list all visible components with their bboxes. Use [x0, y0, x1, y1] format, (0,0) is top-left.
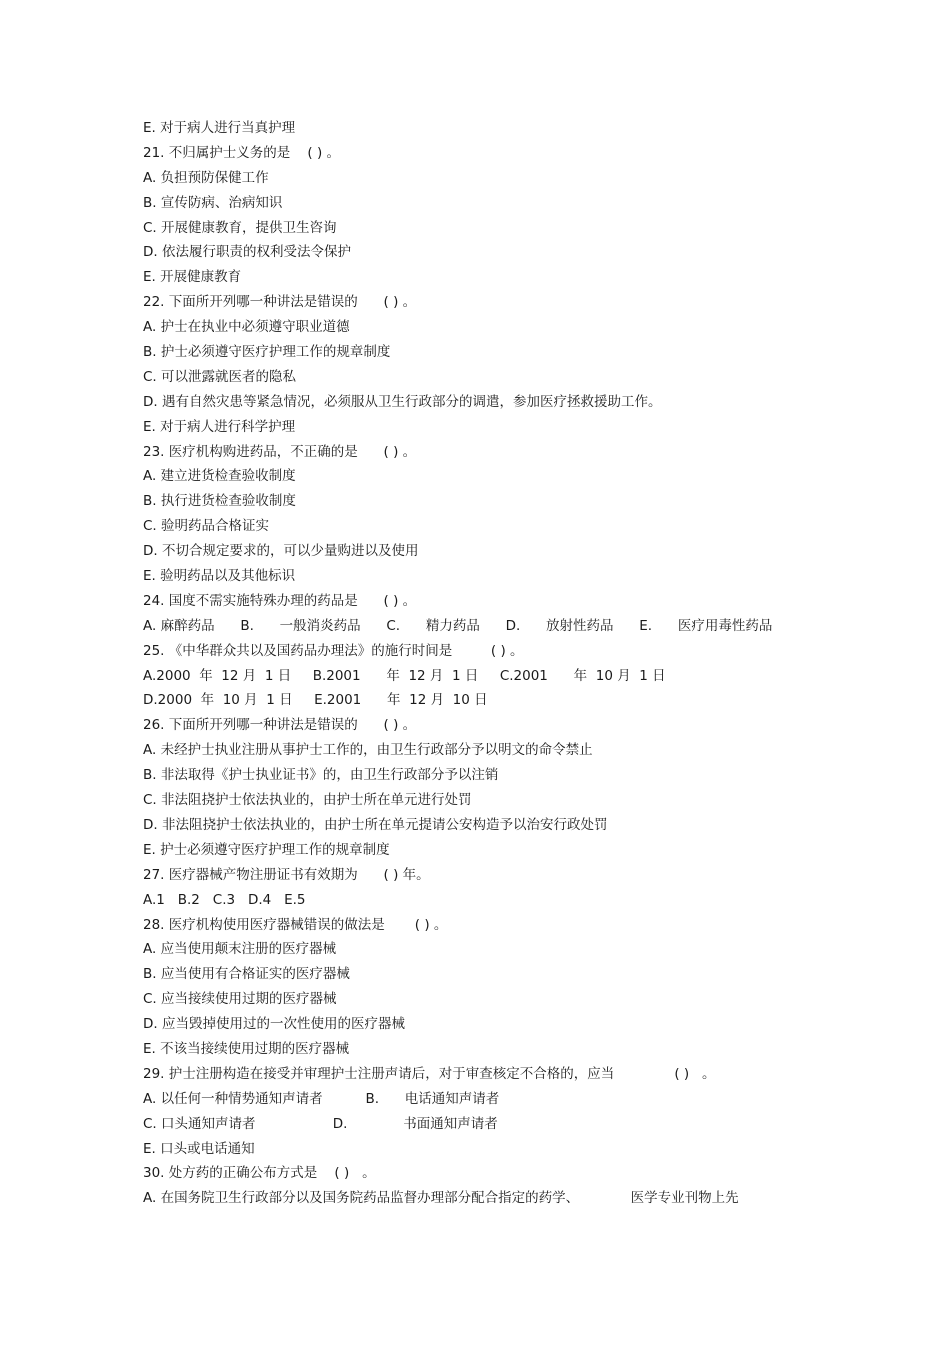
text-line: A. 未经护士执业注册从事护士工作的，由卫生行政部分予以明文的命令禁止: [143, 742, 593, 759]
question-30: 30. 处方药的正确公布方式是 ( ) 。: [143, 1165, 376, 1182]
text-line: B. 护士必须遵守医疗护理工作的规章制度: [143, 344, 391, 361]
question-21: 21. 不归属护士义务的是 ( ) 。: [143, 144, 341, 161]
text-line: D. 不切合规定要求的，可以少量购进以及使用: [143, 543, 419, 560]
text-line: C. 应当接续使用过期的医疗器械: [143, 991, 337, 1008]
text-line: B. 宣传防病、治病知识: [143, 194, 283, 211]
text-line: D. 依法履行职责的权利受法令保护: [143, 244, 351, 261]
text-line: D. 非法阻挠护士依法执业的，由护士所在单元提请公安构造予以治安行政处罚: [143, 816, 608, 833]
text-line: B. 非法取得《护士执业证书》的，由卫生行政部分予以注销: [143, 767, 499, 784]
question-26: 26. 下面所开列哪一种讲法是错误的 ( ) 。: [143, 717, 417, 734]
text-line: A.1 B.2 C.3 D.4 E.5: [143, 891, 306, 908]
text-line: E. 对于病人进行当真护理: [143, 120, 296, 136]
text-line: D.2000 年 10 月 1 日 E.2001 年 12 月 10 日: [143, 692, 488, 709]
text-line: A. 建立进货检查验收制度: [143, 468, 296, 485]
text-line: A. 麻醉药品 B. 一般消炎药品 C. 精力药品 D. 放射性药品 E. 医疗用毒性药品: [143, 617, 773, 634]
text-line: E. 不该当接续使用过期的医疗器械: [143, 1040, 350, 1057]
text-line: E. 对于病人进行科学护理: [143, 418, 296, 435]
text-line: D. 应当毁掉使用过的一次性使用的医疗器械: [143, 1016, 405, 1033]
text-line: C. 验明药品合格证实: [143, 518, 270, 535]
question-29: 29. 护士注册构造在接受并审理护士注册声请后，对于审查核定不合格的，应当 ( ) 。: [143, 1065, 716, 1082]
question-22: 22. 下面所开列哪一种讲法是错误的 ( ) 。: [143, 294, 417, 311]
text-line: C. 口头通知声请者 D. 书面通知声请者: [143, 1115, 498, 1132]
text-line: A. 以任何一种情势通知声请者 B. 电话通知声请者: [143, 1090, 500, 1107]
text-line: B. 应当使用有合格证实的医疗器械: [143, 966, 350, 983]
text-line: A. 负担预防保健工作: [143, 169, 269, 186]
text-line: D. 遇有自然灾患等紧急情况，必须服从卫生行政部分的调遣，参加医疗拯救援助工作。: [143, 393, 662, 410]
text-line: C. 可以泄露就医者的隐私: [143, 368, 297, 385]
text-line: A.2000 年 12 月 1 日 B.2001 年 12 月 1 日 C.2001 年 10 月 1 日: [143, 667, 666, 684]
question-25: 25. 《中华群众共以及国药品办理法》的施行时间是 ( ) 。: [143, 642, 524, 659]
question-23: 23. 医疗机构购进药品，不正确的是 ( ) 。: [143, 443, 417, 460]
text-line: A. 应当使用颠末注册的医疗器械: [143, 941, 337, 958]
text-line: B. 执行进货检查验收制度: [143, 493, 296, 510]
question-27: 27. 医疗器械产物注册证书有效期为 ( ) 年。: [143, 866, 430, 883]
text-line: A. 护士在执业中必须遵守职业道德: [143, 319, 350, 336]
text-line: C. 非法阻挠护士依法执业的，由护士所在单元进行处罚: [143, 792, 472, 809]
question-28: 28. 医疗机构使用医疗器械错误的做法是 ( ) 。: [143, 916, 448, 933]
text-line: C. 开展健康教育，提供卫生咨询: [143, 219, 337, 236]
text-line: A. 在国务院卫生行政部分以及国务院药品监督办理部分配合指定的药学、 医学专业刊物上先: [143, 1190, 739, 1207]
text-line: E. 验明药品以及其他标识: [143, 568, 296, 585]
text-line: E. 口头或电话通知: [143, 1140, 255, 1157]
question-24: 24. 国度不需实施特殊办理的药品是 ( ) 。: [143, 592, 417, 609]
text-line: E. 护士必须遵守医疗护理工作的规章制度: [143, 841, 390, 858]
question-text-block: [143, 116, 843, 1211]
text-line: E. 开展健康教育: [143, 269, 242, 286]
